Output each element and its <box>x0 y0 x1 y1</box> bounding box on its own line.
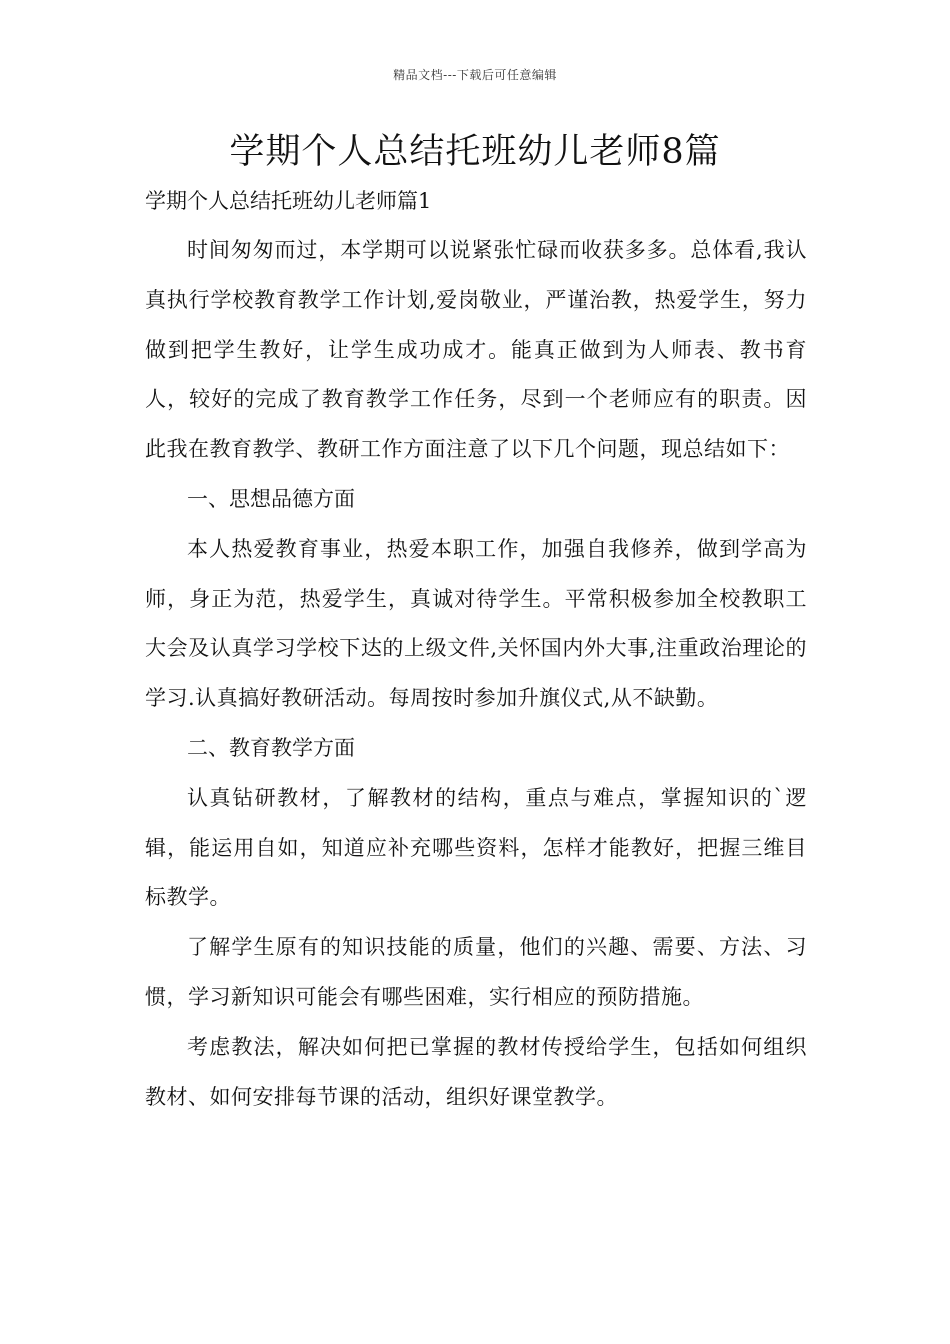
section-subtitle: 学期个人总结托班幼儿老师篇1 <box>145 189 432 213</box>
heading-teaching: 二、教育教学方面 <box>187 735 355 760</box>
paragraph-study-materials: 认真钻研教材，了解教材的结构，重点与难点，掌握知识的`逻辑，能运用自如，知道应补充哪些资料，怎样才能教好，把握三维目标教学。 <box>145 785 807 910</box>
paragraph-teaching-methods: 考虑教法，解决如何把已掌握的教材传授给学生，包括如何组织教材、如何安排每节课的活动，组织好课堂教学。 <box>145 1034 807 1109</box>
heading-moral-character: 一、思想品德方面 <box>187 486 355 511</box>
paragraph-intro: 时间匆匆而过，本学期可以说紧张忙碌而收获多多。总体看,我认真执行学校教育教学工作计划,爱岗敬业，严谨治教，热爱学生，努力做到把学生教好，让学生成功成才。能真正做到为人师表、教书育人，较好的完成了教育教学工作任务，尽到一个老师应有的职责。因此我在教育教学、教研工作方面注意了以下几个问题，现总结如下： <box>145 238 807 462</box>
document-title: 学期个人总结托班幼儿老师8篇 <box>229 132 721 172</box>
paragraph-know-students: 了解学生原有的知识技能的质量，他们的兴趣、需要、方法、习惯，学习新知识可能会有哪些困难，实行相应的预防措施。 <box>145 935 807 1009</box>
paragraph-moral-character: 本人热爱教育事业，热爱本职工作，加强自我修养，做到学高为师，身正为范，热爱学生，真诚对待学生。平常积极参加全校教职工大会及认真学习学校下达的上级文件,关怀国内外大事,注重政治理论的学习.认真搞好教研活动。每周按时参加升旗仪式,从不缺勤。 <box>145 536 807 711</box>
header-note: 精品文档---下载后可任意编辑 <box>393 68 557 82</box>
document-body <box>145 176 807 1122</box>
